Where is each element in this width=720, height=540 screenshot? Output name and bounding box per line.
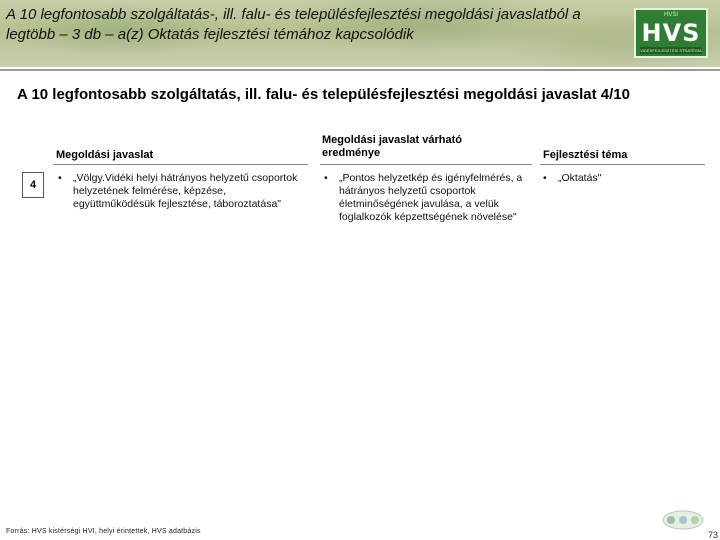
logo-top-text: HVSI <box>663 12 678 18</box>
proposal-text: „Völgy.Vidéki helyi hátrányos helyzetű csoportok helyzetének felmérése, képzése, együttműködésük fejlesztése, táboroztatása" <box>73 172 298 210</box>
logo-main-text: HVS <box>641 19 701 47</box>
topic-text: „Oktatás" <box>558 172 602 184</box>
column-header-topic: Fejlesztési téma <box>543 149 628 161</box>
column-underline <box>540 164 705 165</box>
column-header-proposal: Megoldási javaslat <box>56 149 154 161</box>
header-banner <box>0 0 720 67</box>
result-cell <box>324 172 538 224</box>
logo-bar-text: VIDÉKFEJLESZTÉSI STRATÉGIA <box>640 48 702 53</box>
source-note: Forrás: HVS kistérségi HVI, helyi érintettek, HVS adatbázis <box>6 528 201 535</box>
footer-logo-icon <box>662 510 704 530</box>
header-divider <box>0 69 720 71</box>
result-text: „Pontos helyzetkép és igényfelmérés, a hátrányos helyzetű csoportok életminőségének javulása, a velük foglalkozók képzettségének növelése" <box>339 172 523 223</box>
bullet: • <box>324 172 328 184</box>
row-number-badge: 4 <box>22 172 44 198</box>
page-title: A 10 legfontosabb szolgáltatás, ill. falu- és településfejlesztési megoldási javaslat 4/10 <box>17 86 630 103</box>
column-underline <box>320 164 532 165</box>
bullet: • <box>58 172 62 184</box>
column-underline <box>53 164 308 165</box>
page-number: 73 <box>707 530 718 540</box>
hvs-logo <box>634 8 708 58</box>
topic-cell <box>543 172 693 185</box>
column-header-result: Megoldási javaslat várható eredménye <box>322 134 462 159</box>
bullet: • <box>543 172 547 184</box>
proposal-cell <box>58 172 308 211</box>
header-title: A 10 legfontosabb szolgáltatás-, ill. falu- és településfejlesztési megoldási javaslatból a legtöbb – 3 db – a(z) Oktatás fejlesztési témához kapcsolódik <box>6 6 581 43</box>
